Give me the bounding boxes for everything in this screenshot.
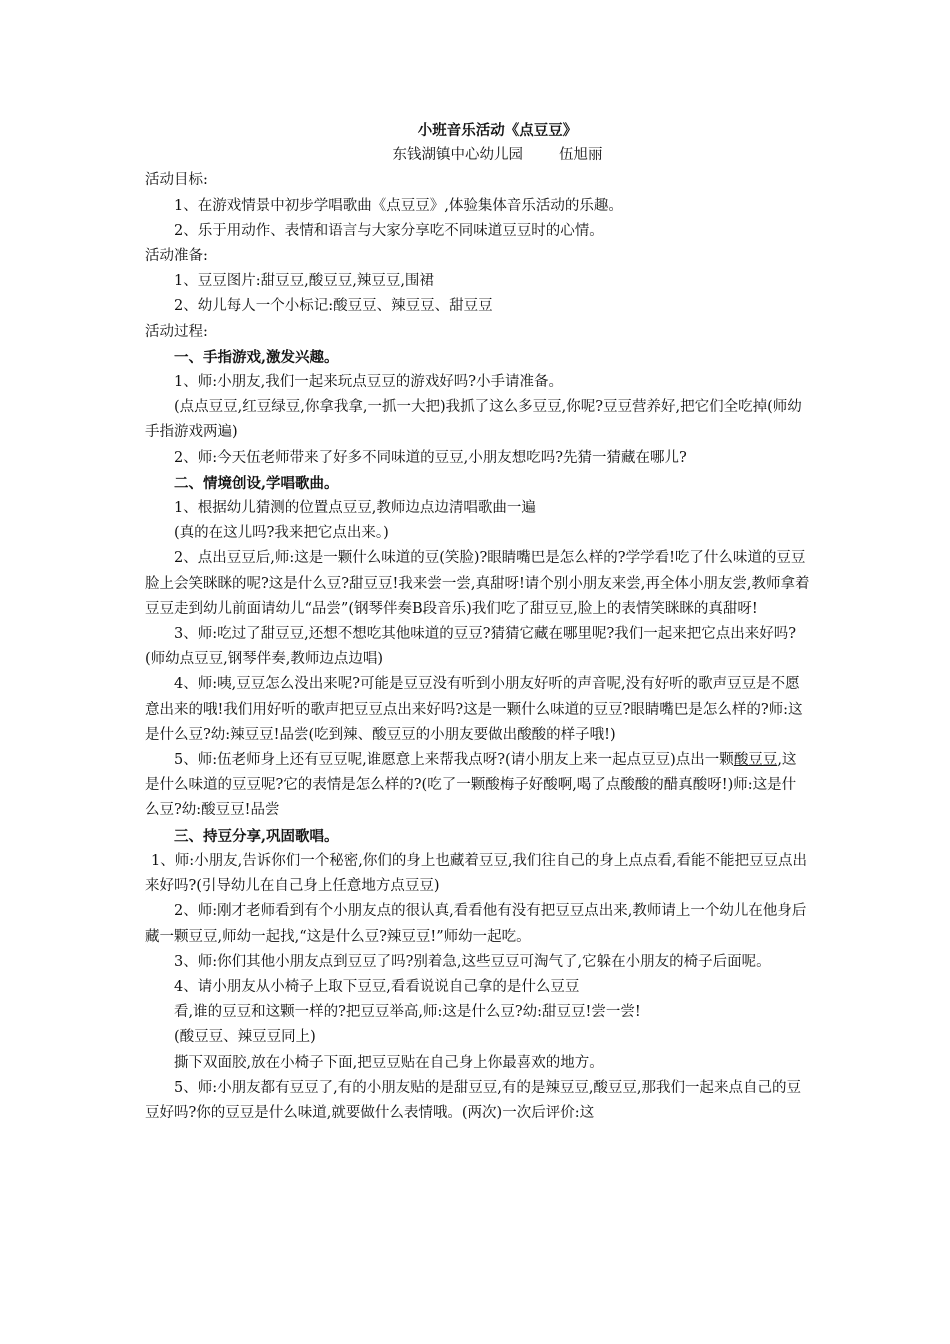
- paragraph: [145, 748, 810, 824]
- paragraph: (真的在这儿吗?我来把它点出来。): [174, 525, 389, 542]
- process-heading: 活动过程:: [145, 323, 208, 340]
- school-name: 东钱湖镇中心幼儿园: [392, 147, 523, 164]
- section-heading: 二、情境创设,学唱歌曲。: [174, 474, 339, 492]
- paragraph: 5、师:小朋友都有豆豆了,有的小朋友贴的是甜豆豆,有的是辣豆豆,酸豆豆,那我们一起来点自己的豆豆好吗?你的豆豆是什么味道,就要做什么表情哦。(两次)一次后评价:这: [145, 1079, 802, 1121]
- underlined-term: 酸豆豆: [733, 752, 778, 769]
- paragraph: 2、点出豆豆后,师:这是一颗什么味道的豆(笑脸)?眼睛嘴巴是怎么样的?学学看!吃了什么味道的豆豆脸上会笑眯眯的呢?这是什么豆?甜豆豆!我来尝一尝,真甜呀!请个别小朋友来尝,再全体小朋友尝,教师拿着豆豆走到幼儿前面请幼儿“品尝”(钢琴伴奏B段音乐)我们吃了甜豆豆,脸上的表情笑眯眯的真甜呀!: [145, 550, 810, 617]
- paragraph: 看,谁的豆豆和这颗一样的?把豆豆举高,师:这是什么豆?幼:甜豆豆!尝一尝!: [174, 1004, 641, 1021]
- author-name: 伍旭丽: [559, 147, 603, 164]
- section-heading: 三、持豆分享,巩固歌唱。: [174, 827, 339, 845]
- document-page: [145, 118, 810, 1126]
- prep-item: 1、豆豆图片:甜豆豆,酸豆豆,辣豆豆,围裙: [174, 273, 434, 290]
- paragraph: 4、请小朋友从小椅子上取下豆豆,看看说说自己拿的是什么豆豆: [174, 978, 580, 995]
- paragraph: 1、师:小朋友,告诉你们一个秘密,你们的身上也藏着豆豆,我们往自己的身上点点看,看能不能把豆豆点出来好吗?(引导幼儿在自己身上任意地方点豆豆): [145, 852, 808, 895]
- paragraph: (酸豆豆、辣豆豆同上): [174, 1029, 316, 1046]
- goals-heading: 活动目标:: [145, 172, 208, 189]
- page-title: 小班音乐活动《点豆豆》: [417, 122, 578, 139]
- goal-item: 2、乐于用动作、表情和语言与大家分享吃不同味道豆豆时的心情。: [174, 222, 604, 239]
- paragraph-text: 5、师:伍老师身上还有豆豆呢,谁愿意上来帮我点呀?(请小朋友上来一起点豆豆)点出一颗: [174, 752, 734, 769]
- paragraph: 3、师:吃过了甜豆豆,还想不想吃其他味道的豆豆?猜猜它藏在哪里呢?我们一起来把它点出来好吗?(师幼点豆豆,钢琴伴奏,教师边点边唱): [145, 626, 797, 668]
- byline: [185, 143, 810, 168]
- prep-item: 2、幼儿每人一个小标记:酸豆豆、辣豆豆、甜豆豆: [174, 298, 493, 315]
- paragraph-text: ,这是什么味道的豆豆呢?它的表情是怎么样的?(吃了一颗酸梅子好酸啊,喝了点酸酸的醋真酸呀!)师:这是什么豆?幼:酸豆豆!品尝: [145, 752, 797, 819]
- paragraph: 4、师:咦,豆豆怎么没出来呢?可能是豆豆没有听到小朋友好听的声音呢,没有好听的歌声豆豆是不愿意出来的哦!我们用好听的歌声把豆豆点出来好吗?这是一颗什么味道的豆豆?眼睛嘴巴是怎么样的?师:这是什么豆?幼:辣豆豆!品尝(吃到辣、酸豆豆的小朋友要做出酸酸的样子哦!): [145, 676, 803, 743]
- prep-heading: 活动准备:: [145, 248, 208, 265]
- paragraph: 2、师:今天伍老师带来了好多不同味道的豆豆,小朋友想吃吗?先猜一猜藏在哪儿?: [174, 449, 687, 466]
- paragraph: (点点豆豆,红豆绿豆,你拿我拿,一抓一大把)我抓了这么多豆豆,你呢?豆豆营养好,把它们全吃掉(师幼手指游戏两遍): [145, 399, 802, 441]
- goal-item: 1、在游戏情景中初步学唱歌曲《点豆豆》,体验集体音乐活动的乐趣。: [174, 197, 623, 214]
- paragraph: 1、师:小朋友,我们一起来玩点豆豆的游戏好吗?小手请准备。: [174, 374, 563, 391]
- paragraph: 1、根据幼儿猜测的位置点豆豆,教师边点边清唱歌曲一遍: [174, 500, 536, 517]
- paragraph: 3、师:你们其他小朋友点到豆豆了吗?别着急,这些豆豆可淘气了,它躲在小朋友的椅子后面呢。: [174, 953, 771, 970]
- paragraph: 撕下双面胶,放在小椅子下面,把豆豆贴在自己身上你最喜欢的地方。: [174, 1054, 604, 1071]
- section-heading: 一、手指游戏,激发兴趣。: [174, 348, 339, 366]
- paragraph: 2、师:刚才老师看到有个小朋友点的很认真,看看他有没有把豆豆点出来,教师请上一个幼儿在他身后藏一颗豆豆,师幼一起找,“这是什么豆?辣豆豆!”师幼一起吃。: [145, 903, 807, 945]
